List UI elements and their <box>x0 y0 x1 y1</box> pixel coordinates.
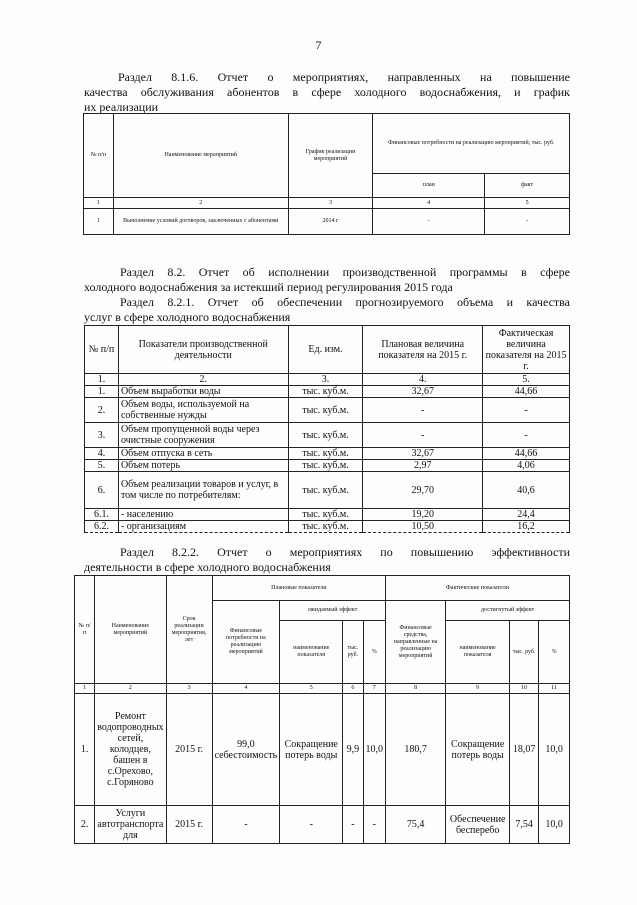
s816-heading-line3: их реализации <box>84 100 159 114</box>
s821-cell: 6.1. <box>85 509 119 521</box>
s816-h-plan: план <box>373 174 485 198</box>
s822-cell: 2015 г. <box>166 694 212 806</box>
s821-cell: 29,70 <box>363 472 483 509</box>
s821-cell: 6.2. <box>85 521 119 533</box>
s822-idx: 10 <box>510 684 539 694</box>
s822-h-pct: % <box>363 621 386 684</box>
s822-heading-line1: Раздел 8.2.2. Отчет о мероприятиях по повышению эффективности <box>120 545 570 559</box>
s822-cell: - <box>363 806 386 844</box>
s821-idx: 1. <box>85 374 119 386</box>
s822-h-fin-actual: Финансовые средства, направленные на реализацию мероприятий <box>386 601 446 684</box>
s821-cell: тыс. куб.м. <box>288 386 363 398</box>
s821-cell: Объем воды, используемой на собственные нужды <box>118 398 288 423</box>
s822-cell: 10,0 <box>363 694 386 806</box>
s822-idx: 4 <box>212 684 280 694</box>
s822-cell: - <box>212 806 280 844</box>
s822-cell: - <box>343 806 363 844</box>
s822-cell: Обеспечение бесперебо <box>446 806 510 844</box>
s822-idx: 5 <box>280 684 343 694</box>
s822-idx: 1 <box>75 684 95 694</box>
s822-idx: 2 <box>95 684 166 694</box>
s816-idx: 2 <box>113 198 288 209</box>
s822-cell: 7,54 <box>510 806 539 844</box>
s816-cell: Выполнение условий договоров, заключенных с абонентами <box>113 209 288 235</box>
s821-heading-line1: Раздел 8.2.1. Отчет об обеспечении прогнозируемого объема и качества <box>120 295 570 309</box>
s822-h-expected: ожидаемый эффект <box>280 601 386 621</box>
s821-cell: 19,20 <box>363 509 483 521</box>
s821-heading-line2: услуг в сфере холодного водоснабжения <box>84 310 291 324</box>
s821-idx: 5. <box>483 374 570 386</box>
s816-h-fin: Финансовые потребности на реализацию мероприятий, тыс. руб. <box>373 114 570 174</box>
s821-cell: тыс. куб.м. <box>288 460 363 472</box>
s822-h-planned: Плановые показатели <box>212 576 385 601</box>
s816-heading-line1: Раздел 8.1.6. Отчет о мероприятиях, направленных на повышение <box>118 70 570 84</box>
s822-h-achieved: достигнутый эффект <box>446 601 570 621</box>
s816-h-name: Наименование мероприятий <box>113 114 288 198</box>
s822-cell: 2015 г. <box>166 806 212 844</box>
s821-cell: тыс. куб.м. <box>288 521 363 533</box>
s816-idx: 5 <box>485 198 570 209</box>
s816-h-num: № п/п <box>84 114 114 198</box>
s822-h-actual: Фактические показатели <box>386 576 570 601</box>
s822-idx: 3 <box>166 684 212 694</box>
s821-cell: 24,4 <box>483 509 570 521</box>
s821-cell: Объем пропущенной воды через очистные сооружения <box>118 423 288 448</box>
s821-cell: - населению <box>118 509 288 521</box>
page-number: 7 <box>315 38 322 52</box>
s822-table <box>74 575 570 844</box>
s822-cell: Ремонт водопроводных сетей, колодцев, башен в с.Орехово, с.Горяново <box>95 694 166 806</box>
s821-cell: 44,66 <box>483 448 570 460</box>
s821-cell: тыс. куб.м. <box>288 398 363 423</box>
s821-idx: 3. <box>288 374 363 386</box>
s821-cell: тыс. куб.м. <box>288 423 363 448</box>
s822-cell: - <box>280 806 343 844</box>
s82-heading-line1: Раздел 8.2. Отчет об исполнении производственной программы в сфере <box>120 265 570 279</box>
s822-cell: 10,0 <box>539 806 570 844</box>
s822-cell: Сокращение потерь воды <box>446 694 510 806</box>
s821-cell: Объем отпуска в сеть <box>118 448 288 460</box>
s822-h-num: № п/п <box>75 576 95 684</box>
s821-h-unit: Ед. изм. <box>288 326 363 374</box>
s821-h-fact: Фактическая величина показателя на 2015 г. <box>483 326 570 374</box>
s821-cell: 2. <box>85 398 119 423</box>
s821-h-num: № п/п <box>85 326 119 374</box>
s822-idx: 11 <box>539 684 570 694</box>
s821-cell: 44,66 <box>483 386 570 398</box>
s822-h-tys2: тыс. руб. <box>510 621 539 684</box>
s822-idx: 9 <box>446 684 510 694</box>
s816-table <box>83 113 570 235</box>
s822-cell: 10,0 <box>539 694 570 806</box>
s822-h-pct2: % <box>539 621 570 684</box>
s816-cell: - <box>485 209 570 235</box>
s822-idx: 8 <box>386 684 446 694</box>
s822-h-ind-name: наименование показателя <box>280 621 343 684</box>
s821-cell: - <box>363 398 483 423</box>
s821-cell: Объем реализации товаров и услуг, в том числе по потребителям: <box>118 472 288 509</box>
s822-cell: Сокращение потерь воды <box>280 694 343 806</box>
s816-idx: 1 <box>84 198 114 209</box>
s822-h-ind-name2: наименование показателя <box>446 621 510 684</box>
s822-cell: Услуги автотранспорта для <box>95 806 166 844</box>
s822-cell: 75,4 <box>386 806 446 844</box>
s821-h-indicator: Показатели производственной деятельности <box>118 326 288 374</box>
s821-cell: - <box>483 423 570 448</box>
s821-cell: тыс. куб.м. <box>288 448 363 460</box>
s821-cell: Объем выработки воды <box>118 386 288 398</box>
s816-h-fact: факт <box>485 174 570 198</box>
s821-cell: 1. <box>85 386 119 398</box>
s821-table <box>84 325 570 533</box>
s816-cell: - <box>373 209 485 235</box>
s821-cell: 6. <box>85 472 119 509</box>
s816-cell: 1 <box>84 209 114 235</box>
s821-cell: 16,2 <box>483 521 570 533</box>
s816-heading-line2: качества обслуживания абонентов в сфере холодного водоснабжения, и график <box>84 85 570 99</box>
s821-cell: Объем потерь <box>118 460 288 472</box>
s821-cell: 4,06 <box>483 460 570 472</box>
s816-idx: 4 <box>373 198 485 209</box>
s822-cell: 180,7 <box>386 694 446 806</box>
s821-cell: тыс. куб.м. <box>288 509 363 521</box>
s821-cell: 32,67 <box>363 448 483 460</box>
s821-cell: - <box>363 423 483 448</box>
s821-cell: 4. <box>85 448 119 460</box>
s822-cell: 18,07 <box>510 694 539 806</box>
s816-h-schedule: График реализации мероприятий <box>288 114 373 198</box>
s821-cell: 3. <box>85 423 119 448</box>
s821-cell: 40,6 <box>483 472 570 509</box>
s822-idx: 6 <box>343 684 363 694</box>
s822-h-term: Срок реализации мероприятия, лет <box>166 576 212 684</box>
s822-h-fin-plan: Финансовые потребности на реализацию мероприятий <box>212 601 280 684</box>
s821-idx: 2. <box>118 374 288 386</box>
s822-h-name: Наименование мероприятий <box>95 576 166 684</box>
s822-cell: 2. <box>75 806 95 844</box>
s82-heading-line2: холодного водоснабжения за истекший период регулирования 2015 года <box>84 280 453 294</box>
s821-cell: - <box>483 398 570 423</box>
s821-cell: - организациям <box>118 521 288 533</box>
s816-idx: 3 <box>288 198 373 209</box>
s821-cell: тыс. куб.м. <box>288 472 363 509</box>
s822-cell: 1. <box>75 694 95 806</box>
s821-h-plan: Плановая величина показателя на 2015 г. <box>363 326 483 374</box>
s821-cell: 2,97 <box>363 460 483 472</box>
s821-cell: 32,67 <box>363 386 483 398</box>
s821-cell: 5. <box>85 460 119 472</box>
s821-idx: 4. <box>363 374 483 386</box>
s822-heading-line2: деятельности в сфере холодного водоснабжения <box>84 560 331 574</box>
s822-cell: 9,9 <box>343 694 363 806</box>
s821-cell: 10,50 <box>363 521 483 533</box>
s822-h-tys: тыс. руб. <box>343 621 363 684</box>
s822-cell: 99,0 себестоимость <box>212 694 280 806</box>
s816-cell: 2014 г <box>288 209 373 235</box>
s822-idx: 7 <box>363 684 386 694</box>
